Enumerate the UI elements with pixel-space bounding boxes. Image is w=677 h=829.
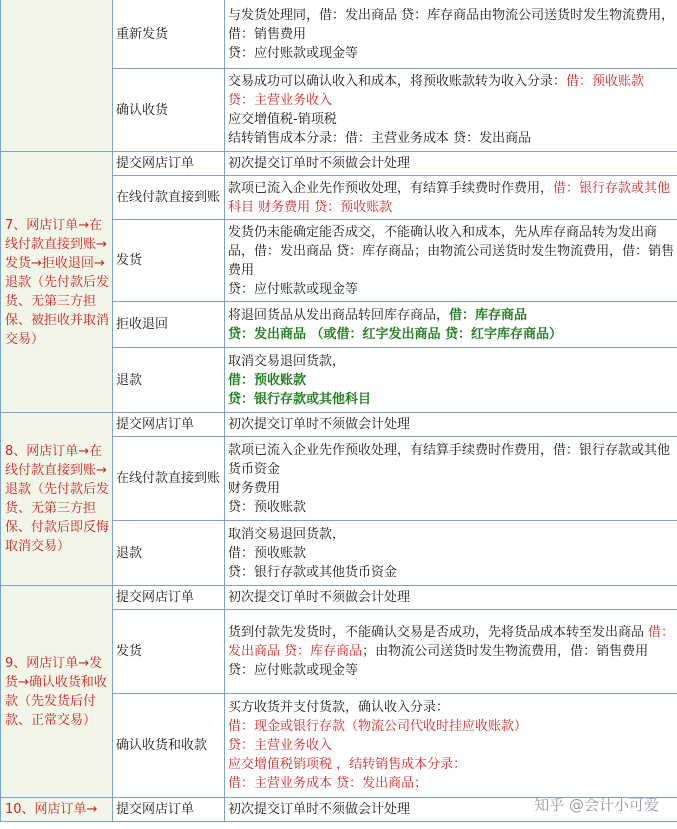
step-cell: 重新发货 [113, 0, 225, 69]
step-cell: 在线付款直接到账 [113, 437, 225, 521]
scenario-cell: 8、网店订单→在线付款直接到账→退款（先付款后发货、无第三方担保、付款后即反悔取消交易） [1, 413, 113, 586]
desc-cell: 款项已流入企业先作预收处理，有结算手续费时作费用，借：银行存款或其他科目 财务费用 贷：预收账款 [225, 176, 677, 220]
table-row [1, 586, 677, 610]
desc-cell: 初次提交订单时不须做会计处理 [225, 413, 677, 437]
step-cell: 发货 [113, 220, 225, 302]
desc-cell: 货到付款先发货时，不能确认交易是否成功，先将货品成本转至发出商品 借：发出商品 贷：库存商品；由物流公司送货时发生物流费用，借：销售费用 贷：应付账款或现金等 [225, 610, 677, 694]
scenario-cell: 7、网店订单→在线付款直接到账→发货→拒收退回→退款（先付款后发货、无第三方担保、被拒收并取消交易） [1, 152, 113, 413]
step-cell: 提交网店订单 [113, 586, 225, 610]
step-cell: 退款 [113, 521, 225, 586]
watermark: 知乎 @会计小可爱 [534, 796, 659, 814]
step-cell: 拒收退回 [113, 302, 225, 348]
table-row [1, 152, 677, 176]
desc-cell: 初次提交订单时不须做会计处理 [225, 798, 677, 822]
desc-cell: 发货仍未能确定能否成交，不能确认收入和成本，先从库存商品转为发出商品，借：发出商品 贷：库存商品；由物流公司送货时发生物流费用，借：销售费用 贷：应付账款或现金等 [225, 220, 677, 302]
desc-cell: 将退回货品从发出商品转回库存商品，借：库存商品 贷：发出商品 （或借：红字发出商品 贷：红字库存商品） [225, 302, 677, 348]
step-cell: 提交网店订单 [113, 798, 225, 822]
desc-cell: 与发货处理同，借：发出商品 贷：库存商品由物流公司送货时发生物流费用，借：销售费用 贷：应付账款或现金等 [225, 0, 677, 69]
step-cell: 退款 [113, 348, 225, 413]
desc-cell: 初次提交订单时不须做会计处理 [225, 152, 677, 176]
desc-cell: 交易成功可以确认收入和成本，将预收账款转为收入分录：借：预收账款 贷：主营业务收入 应交增值税-销项税 结转销售成本分录：借：主营业务成本 贷：发出商品 [225, 69, 677, 152]
step-cell: 确认收货 [113, 69, 225, 152]
desc-cell: 初次提交订单时不须做会计处理 [225, 586, 677, 610]
desc-cell: 款项已流入企业先作预收处理，有结算手续费时作费用，借：银行存款或其他货币资金 财务费用 贷：预收账款 [225, 437, 677, 521]
step-cell: 在线付款直接到账 [113, 176, 225, 220]
desc-cell: 买方收货并支付货款，确认收入分录： 借：现金或银行存款（物流公司代收时挂应收账款） 贷：主营业务收入 应交增值税销项税 ，结转销售成本分录： 借：主营业务成本 贷：发出商品； [225, 694, 677, 798]
desc-cell: 取消交易退回货款， 借：预收账款 贷：银行存款或其他科目 [225, 348, 677, 413]
step-cell: 确认收货和收款 [113, 694, 225, 798]
step-cell: 提交网店订单 [113, 413, 225, 437]
scenario-cell: 10、网店订单→ [1, 798, 113, 822]
step-cell: 提交网店订单 [113, 152, 225, 176]
table-row [1, 0, 677, 69]
table-row [1, 413, 677, 437]
scenario-cell: 9、网店订单→发货→确认收货和收款（先发货后付款、正常交易） [1, 586, 113, 798]
scenario-cell [1, 0, 113, 152]
step-cell: 发货 [113, 610, 225, 694]
desc-cell: 取消交易退回货款， 借：预收账款 贷：银行存款或其他货币资金 [225, 521, 677, 586]
